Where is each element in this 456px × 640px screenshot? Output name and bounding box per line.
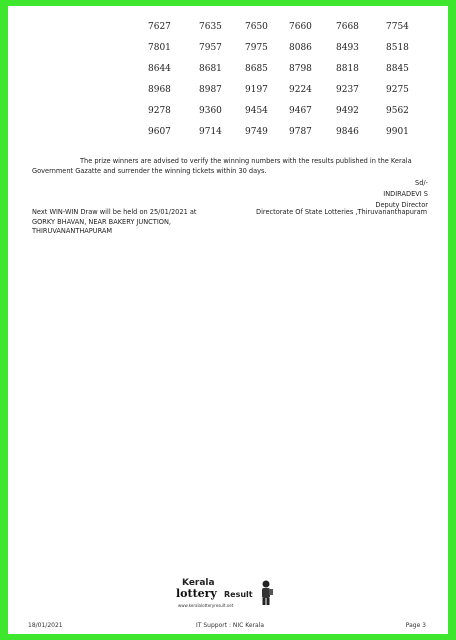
winning-number: 9562 [386,106,409,116]
person-figure-icon [258,580,274,606]
winning-number: 8681 [199,64,222,74]
winning-number: 8845 [386,64,409,74]
notice-line-2: Government Gazatte and surrender the winning tickets within 30 days. [32,167,267,175]
winning-number: 8493 [336,43,359,53]
winning-number: 9360 [199,106,222,116]
winning-number: 9275 [386,85,409,95]
winning-number: 8685 [245,64,268,74]
number-row [8,64,448,85]
number-row [8,22,448,43]
winning-number: 9454 [245,106,268,116]
notice-line-1: The prize winners are advised to verify the winning numbers with the results published in the Kerala [80,157,412,165]
footer-it-support: IT Support : NIC Kerala [196,622,265,629]
winning-number: 9787 [289,127,312,137]
winning-numbers-grid [8,22,448,148]
number-row [8,85,448,106]
winning-number: 7660 [289,22,312,32]
next-draw-line-1: Next WIN-WIN Draw will be held on 25/01/2021 at [32,208,197,216]
next-draw-info [32,208,196,237]
winning-number: 7957 [199,43,222,53]
winning-number: 8518 [386,43,409,53]
winning-number: 8798 [289,64,312,74]
winning-number: 9714 [199,127,222,137]
winning-number: 9492 [336,106,359,116]
logo-url-text: www.keralalotteryresult.net [178,603,234,608]
winning-number: 9224 [289,85,312,95]
winning-number: 8644 [148,64,171,74]
winning-number: 7801 [148,43,171,53]
document-page [8,6,448,634]
next-draw-line-3: THIRUVANANTHAPURAM [32,227,113,235]
winning-number: 7754 [386,22,409,32]
winning-number: 8968 [148,85,171,95]
winning-number: 9749 [245,127,268,137]
winning-number: 9467 [289,106,312,116]
number-row [8,43,448,64]
logo-lottery-text: lottery [176,587,217,600]
winning-number: 8818 [336,64,359,74]
winning-number: 8086 [289,43,312,53]
prize-notice [32,156,422,176]
signature-block [375,178,428,211]
winning-number: 7635 [199,22,222,32]
logo-result-text: Result [224,590,253,599]
winning-number: 9278 [148,106,171,116]
winning-number: 9846 [336,127,359,137]
kerala-lottery-result-logo [168,578,278,614]
winning-number: 9901 [386,127,409,137]
footer-page-number: Page 3 [405,622,426,629]
winning-number: 9197 [245,85,268,95]
signature-sd: Sd/- [415,179,428,187]
next-draw-line-2: GORKY BHAVAN, NEAR BAKERY JUNCTION, [32,217,171,226]
winning-number: 8987 [199,85,222,95]
number-row [8,127,448,148]
winning-number: 9607 [148,127,171,137]
logo-kerala-text: Kerala [182,578,215,588]
footer-date: 18/01/2021 [28,622,63,629]
winning-number: 7975 [245,43,268,53]
number-row [8,106,448,127]
department-name: Directorate Of State Lotteries ,Thiruvananthapuram [256,208,428,216]
winning-number: 7627 [148,22,171,32]
winning-number: 9237 [336,85,359,95]
signatory-name: INDIRADEVI S [383,190,428,198]
winning-number: 7668 [336,22,359,32]
signatory-title: Deputy Director [375,201,428,209]
winning-number: 7650 [245,22,268,32]
